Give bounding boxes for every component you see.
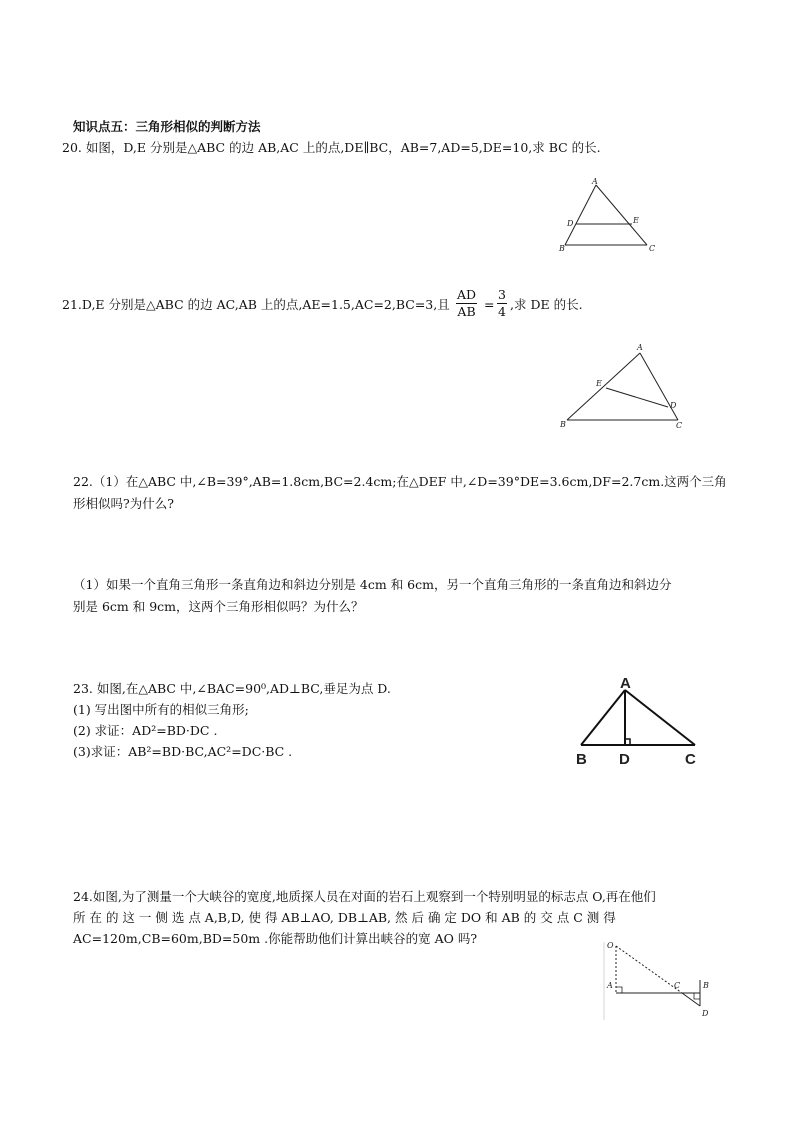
- q21-equals: =: [484, 297, 495, 312]
- q24-label-a: A: [607, 981, 613, 990]
- q23-right-triangle-figure: [575, 672, 703, 770]
- q24-right-angle-b: [694, 993, 700, 999]
- q21-fraction-ad-ab: [456, 287, 477, 320]
- q24-segment-cd: [682, 993, 700, 1006]
- question-24-line-3: AC=120m,CB=60m,BD=50m .你能帮助他们计算出峡谷的宽 AO 吗?: [73, 931, 478, 946]
- question-22-part2-line-2: 别是 6cm 和 9cm，这两个三角形相似吗？为什么？: [73, 599, 364, 614]
- q21-segment-de: [606, 388, 668, 407]
- question-23-line-3: (2) 求证：AD²=BD·DC .: [73, 723, 218, 738]
- q21-frac1-numerator: AD: [457, 287, 477, 302]
- q21-fraction-3-4: [497, 287, 507, 320]
- q21-label-c: C: [676, 421, 683, 430]
- question-22-line-2: 形相似吗?为什么?: [73, 496, 174, 511]
- q21-label-b: B: [560, 420, 566, 429]
- q24-label-c: C: [674, 981, 681, 990]
- q21-label-e: E: [596, 379, 602, 388]
- q21-label-a: A: [637, 343, 643, 352]
- section-title: 知识点五：三角形相似的判断方法: [73, 119, 261, 134]
- q20-label-b: B: [559, 244, 565, 253]
- q20-side-ac: [596, 185, 647, 245]
- q20-label-d: D: [567, 219, 574, 228]
- q20-label-e: E: [633, 216, 639, 225]
- q20-label-c: C: [649, 244, 656, 253]
- q21-frac2-numerator: 3: [498, 287, 506, 302]
- q23-side-ac: [625, 690, 695, 745]
- q23-label-c: C: [685, 751, 696, 768]
- q24-label-o: O: [607, 941, 614, 950]
- question-23-line-4: (3)求证：AB²=BD·BC,AC²=DC·BC .: [73, 744, 293, 759]
- question-24-line-1: 24.如图,为了测量一个大峡谷的宽度,地质探人员在对面的岩石上观察到一个特别明显的标志点 O,再在他们: [73, 889, 656, 904]
- q24-segment-oc: [616, 946, 682, 993]
- q21-triangle-figure: [556, 340, 688, 432]
- q21-frac1-denominator: AB: [457, 304, 476, 319]
- question-23-line-2: (1) 写出图中所有的相似三角形;: [73, 702, 249, 717]
- question-21-text: 21.D,E 分别是△ABC 的边 AC,AB 上的点,AE=1.5,AC=2,BC=3,且: [62, 297, 450, 312]
- q23-label-a: A: [620, 675, 631, 692]
- q20-label-a: A: [592, 177, 598, 186]
- q24-label-d: D: [702, 1009, 709, 1018]
- q21-label-d: D: [670, 401, 677, 410]
- question-24-line-2: 所 在 的 这 一 侧 选 点 A,B,D, 使 得 AB⊥AO, DB⊥AB, 然 后 确 定 DO 和 AB 的 交 点 C 测 得: [73, 910, 616, 925]
- q23-side-ab: [581, 690, 625, 745]
- question-22-line-1: 22.（1）在△ABC 中,∠B=39°,AB=1.8cm,BC=2.4cm;在△DEF 中,∠D=39°DE=3.6cm,DF=2.7cm.这两个三角: [73, 474, 727, 489]
- question-22-part2-line-1: （1）如果一个直角三角形一条直角边和斜边分别是 4cm 和 6cm，另一个直角三角形的一条直角边和斜边分: [73, 577, 672, 592]
- q24-label-b: B: [703, 981, 709, 990]
- q23-label-b: B: [576, 751, 587, 768]
- q20-triangle-figure: [556, 175, 664, 255]
- q20-side-ab: [565, 185, 596, 245]
- q21-side-ab: [567, 353, 640, 420]
- q24-canyon-figure: [602, 938, 714, 1024]
- question-21-text-end: ,求 DE 的长.: [510, 297, 583, 312]
- q21-frac2-denominator: 4: [498, 304, 506, 319]
- q23-label-d: D: [619, 751, 630, 768]
- question-23-line-1: 23. 如图,在△ABC 中,∠BAC=90⁰,AD⊥BC,垂足为点 D.: [73, 681, 391, 696]
- q24-right-angle-a: [616, 987, 622, 993]
- question-20-text: 20. 如图，D,E 分别是△ABC 的边 AB,AC 上的点,DE∥BC，AB=7,AD=5,DE=10,求 BC 的长.: [62, 140, 601, 155]
